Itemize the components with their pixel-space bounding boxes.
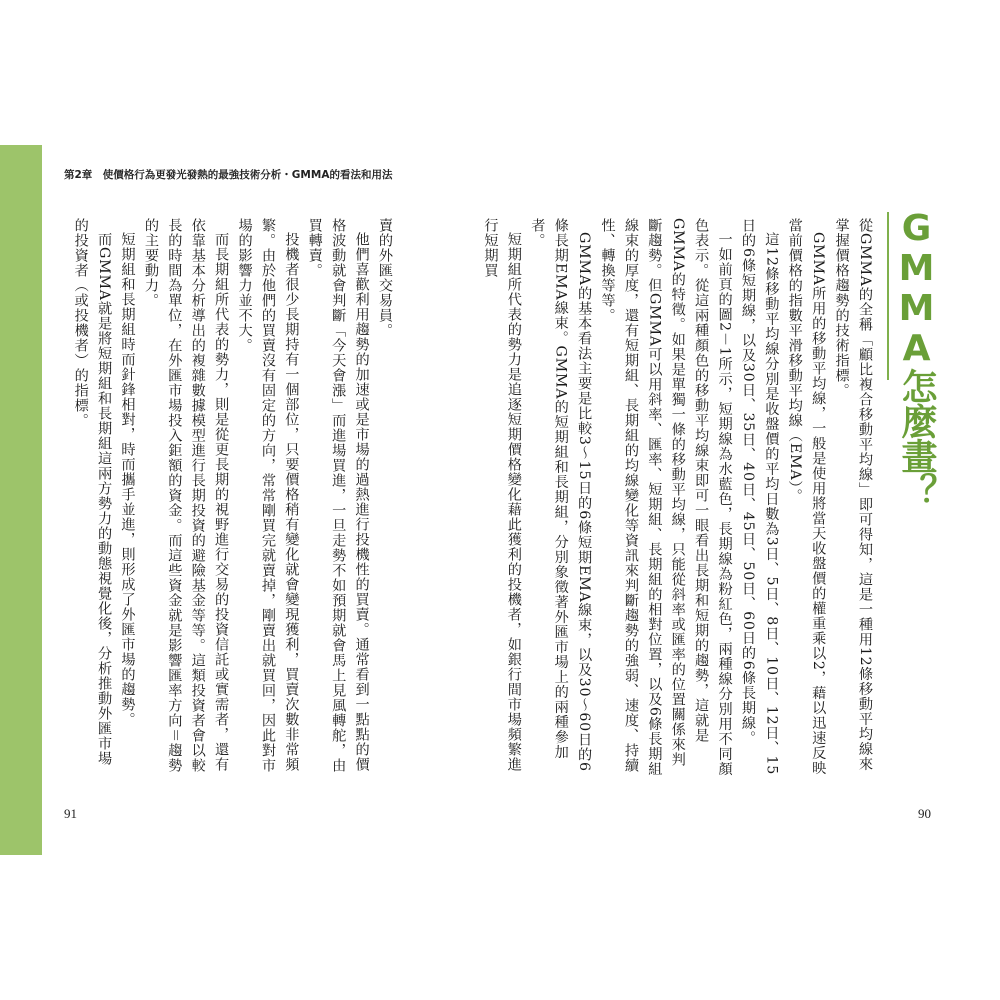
running-header: 第2章 使價格行為更發光發熱的最強技術分析・GMMA的看法和用法 — [64, 169, 393, 181]
paragraph: 投機者很少長期持有一個部位，只要價格稍有變化就會變現獲利，買賣次數非常頻繁。由於他們的買賣沒有固定的方向，常常剛買完就賣掉，剛賣出就買回，因此對市場的影響力並不大。 — [236, 218, 300, 773]
paragraph: 短期組所代表的勢力是追逐短期價格變化藉此獲利的投機者，如銀行間市場頻繁進行短期買 — [482, 218, 522, 773]
chapter-side-tab — [0, 145, 42, 855]
paragraph: GMMA所用的移動平均線，一般是使用將當天收盤價的權重乘以2，藉以迅速反映當前價格的指數平滑移動平均線（EMA）。 — [786, 218, 827, 776]
section-title: GMMA怎麼畫？ — [896, 208, 937, 508]
paragraph: 賣的外匯交易員。 — [377, 218, 393, 338]
paragraph: 這12條移動平均線分別是收盤價的平均日數為3日、5日、8日、10日、12日、15日的6條短期線，以及30日、35日、40日、45日、50日、60日的6條長期線。 — [739, 218, 780, 776]
right-page-number: 90 — [918, 806, 931, 821]
paragraph: 而GMMA就是將短期組和長期組這兩方勢力的動態視覺化後，分析推動外匯市場的投資者（或投機者）的指標。 — [72, 218, 113, 767]
left-page-body — [72, 218, 396, 778]
right-page-body — [482, 218, 876, 778]
title-accent-bar — [887, 212, 889, 380]
paragraph: 他們喜歡利用趨勢的加速或是市場的過熱進行投機性的買賣。通常看到一點點的價格波動就會判斷「今天會漲」而進場買進，一旦走勢不如預期就會馬上見風轉舵，由買轉賣。 — [306, 218, 370, 773]
paragraph: 一如前頁的圖2－1所示，短期線為水藍色，長期線為粉紅色，兩種線分別用不同顏色表示。從這兩種顏色的移動平均線束即可一眼看出長期和短期的趨勢，這就是GMMA的特徵。如果是單獨一條的移動平均線，只能從斜率或匯率的位置關係來判斷趨勢。但GMMA可以用斜率、匯率、短期組、長期組的相對位置，以及6條長期組線束的厚度，還有短期組、長期組的均線變化等資訊來判斷趨勢的強弱、速度、持續性、轉換等等。 — [599, 218, 733, 777]
paragraph: 短期組和長期組時而針鋒相對，時而攜手並進，則形成了外匯市場的趨勢。 — [119, 232, 136, 728]
paragraph: 而長期組所代表的勢力，則是從更長期的視野進行交易的投資信託或實需者，還有依靠基本分析導出的複雜數據模型進行長期投資的避險基金等等。這類投資者會以較長的時間為單位，在外匯市場投入鉅額的資金。而這些資金就是影響匯率方向＝趨勢的主要動力。 — [142, 218, 230, 773]
left-page-number: 91 — [64, 806, 77, 821]
paragraph: GMMA的基本看法主要是比較3～15日的6條短期EMA線束，以及30～60日的6條長期EMA線束。GMMA的短期組和長期組，分別象徵著外匯市場上的兩種參加者。 — [529, 218, 593, 772]
paragraph: 從GMMA的全稱「顧比複合移動平均線」即可得知，這是一種用12條移動平均線來掌握價格趨勢的技術指標。 — [833, 218, 873, 772]
